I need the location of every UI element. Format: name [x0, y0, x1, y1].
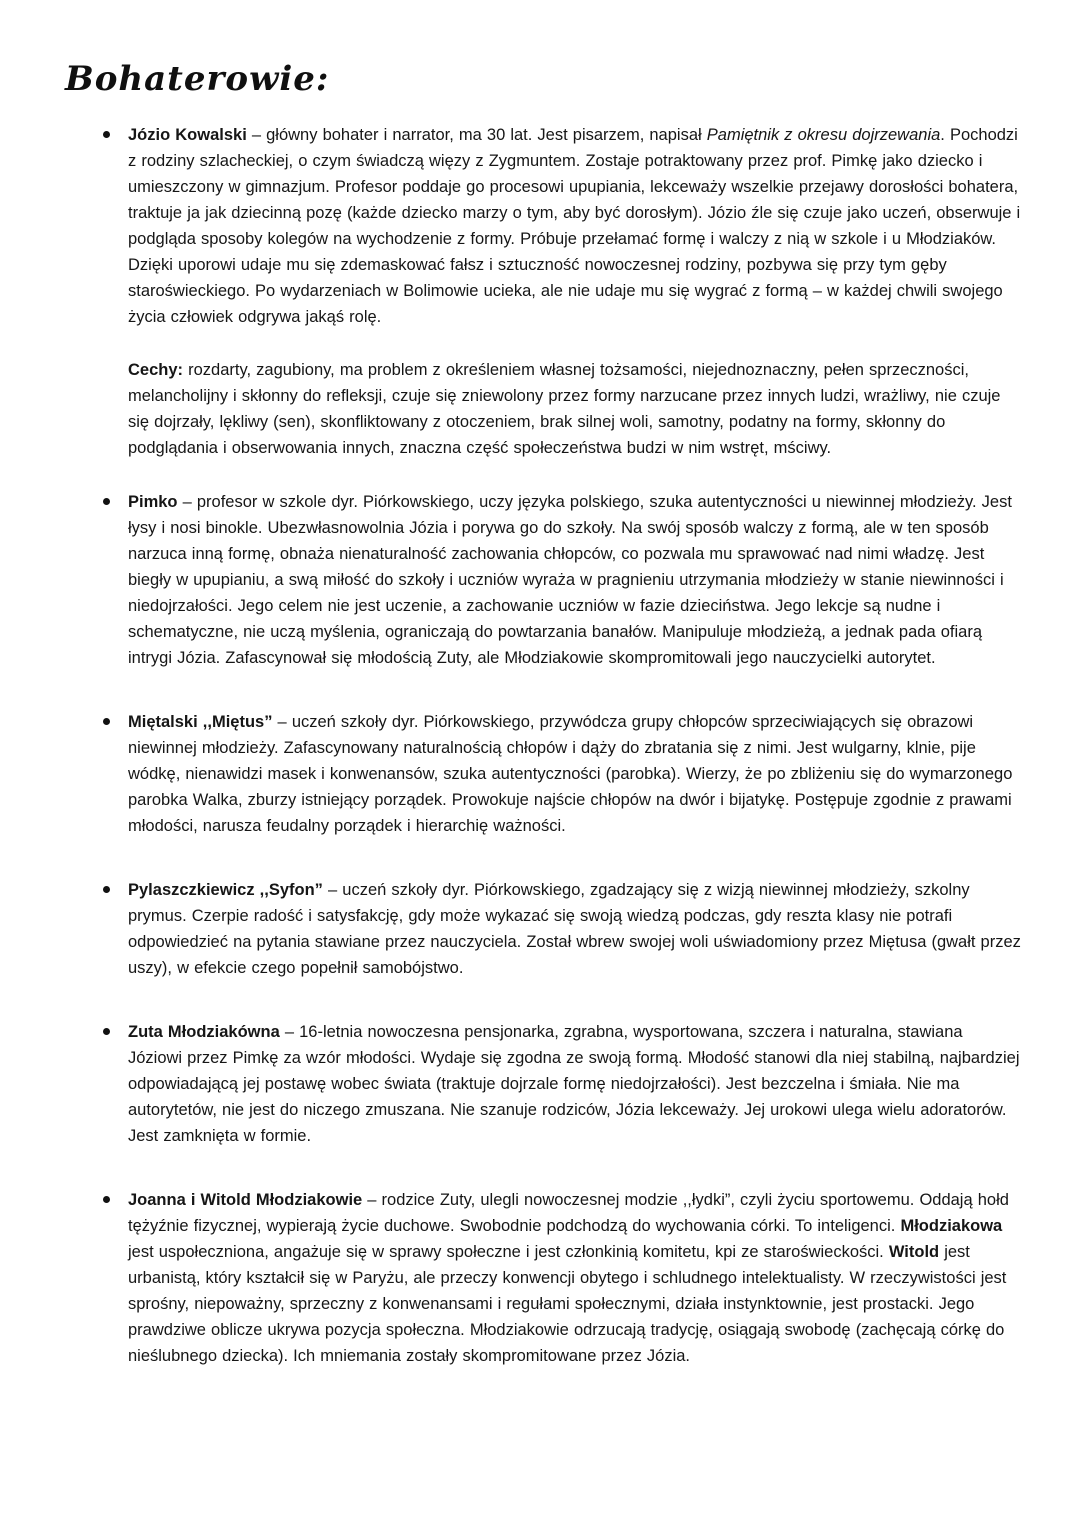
bullet-icon	[103, 1028, 110, 1035]
bullet-icon	[103, 718, 110, 725]
bullet-icon	[103, 498, 110, 505]
paragraph-jozio-kowalski: Józio Kowalski – główny bohater i narrator, ma 30 lat. Jest pisarzem, napisał Pamiętnik z okresu dojrzewania. Pochodzi z rodziny szlacheckiej, o czym świadczą więzy z Zygmuntem. Zostaje potraktowany przez prof. Pimkę jako dziecko i umieszczony w gimnazjum. Profesor poddaje go procesowi upupiania, lekceważy wszelkie przejawy dorosłości bohatera, traktuje ja jak dziecinną pozę (każde dziecko marzy o tym, aby być dorosłym). Józio źle się czuje jako uczeń, obserwuje i podgląda sposoby kolegów na wychodzenie z formy. Próbuje przełamać formę i walczy z nią w szkole i u Młodziaków. Dzięki uporowi udaje mu się zdemaskować fałsz i sztuczność nowoczesnej rodziny, pozbywa się przy tym gęby staroświeckiego. Po wydarzeniach w Bolimowie ucieka, ale nie udaje mu się wygrać z formą – w każdej chwili swojego życia człowiek odgrywa jakąś rolę.	[128, 126, 1021, 326]
bullet-icon	[103, 1196, 110, 1203]
paragraph-cechy: Cechy: rozdarty, zagubiony, ma problem z określeniem własnej tożsamości, niejednoznaczny, pełen sprzeczności, melancholijny i skłonny do refleksji, czuje się zniewolony przez formy narzucane przez innych ludzi, wrażliwy, nie czuje się dojrzały, lękliwy (sen), skonfliktowany z otoczeniem, brak silnej woli, samotny, podatny na formy, skłonny do podglądania i obserwowania innych, znaczna część społeczeństwa budzi w nim wstręt, mściwy.	[128, 361, 1001, 457]
paragraph-zuta-mlodziakowna: Zuta Młodziakówna – 16-letnia nowoczesna pensjonarka, zgrabna, wysportowana, szczera i naturalna, stawiana Józiowi przez Pimkę za wzór młodości. Wydaje się zgodna ze swoją formą. Młodość stanowi dla niej stabilną, najbardziej odpowiadającą jej postawę wobec świata (traktuje dojrzale formę niedojrzałości). Jest bezczelna i śmiała. Nie ma autorytetów, nie jest do niczego zmuszana. Nie szanuje rodziców, Józia lekceważy. Jej urokowi ulega wielu adoratorów. Jest zamknięta w formie.	[128, 1023, 1020, 1145]
paragraph-pimko: Pimko – profesor w szkole dyr. Piórkowskiego, uczy języka polskiego, szuka autentyczności u niewinnej młodzieży. Jest łysy i nosi binokle. Ubezwłasnowolnia Józia i porywa go do szkoły. Na swój sposób walczy z formą, ale w ten sposób narzuca inną formę, obnaża nienaturalność zachowania chłopców, co pozwala mu sprawować nad nimi władzę. Jest biegły w upupianiu, a swą miłość do szkoły i uczniów wyraża w pragnieniu utrzymania młodzieży w stanie niewinności i niedojrzałości. Jego celem nie jest uczenie, a zachowanie uczniów w fazie dzieciństwa. Jego lekcje są nudne i schematyczne, nie uczą myślenia, ograniczają do powtarzania banałów. Manipuluje młodzieżą, a jednak pada ofiarą intrygi Józia. Zafascynował się młodością Zuty, ale Młodziakowie skompromitowali jego nauczycielki autorytet.	[128, 493, 1012, 667]
list-item-mietalski-mietus	[128, 709, 1021, 839]
list-item-zuta-mlodziakowna	[128, 1019, 1021, 1149]
paragraph-mlodziakowie: Joanna i Witold Młodziakowie – rodzice Zuty, ulegli nowoczesnej modzie ,,łydki”, czyli życiu sportowemu. Oddają hołd tężyźnie fizycznej, wypierają życie duchowe. Swobodnie podchodzą do wychowania córki. To inteligenci. Młodziakowa jest uspołeczniona, angażuje się w sprawy społeczne i jest członkinią komitetu, kpi ze staroświeckości. Witold jest urbanistą, który kształcił się w Paryżu, ale przeczy konwencji obytego i schludnego intelektualisty. W rzeczywistości jest sprośny, niepoważny, sprzeczny z konwenansami i regułami społecznymi, działa instynktownie, jest prostacki. Jego prawdziwe oblicze ukrywa pozycja społeczna. Młodziakowie odrzucają tradycję, osiągają swobodę (zachęcają córkę do nieślubnego dziecka). Ich mniemania zostały skompromitowane przez Józia.	[128, 1191, 1009, 1365]
bullet-icon	[103, 131, 110, 138]
list-item-jozio-kowalski	[128, 122, 1021, 330]
paragraph-mietalski-mietus: Miętalski ,,Miętus” – uczeń szkoły dyr. Piórkowskiego, przywódcza grupy chłopców sprzeciwiających się obrazowi niewinnej młodzieży. Zafascynowany naturalnością chłopów i dąży do zbratania się z nimi. Jest wulgarny, klnie, pije wódkę, nienawidzi masek i konwenansów, szuka autentyczności (parobka). Wierzy, że po zbliżeniu się do wymarzonego parobka Walka, zburzy istniejący porządek. Prowokuje najście chłopów na dwór i bijatykę. Postępuje zgodnie z prawami młodości, narusza feudalny porządek i hierarchię ważności.	[128, 713, 1013, 835]
bullet-icon	[103, 886, 110, 893]
list-item-pimko	[128, 489, 1021, 671]
page-title: Bohaterowie:	[65, 59, 330, 99]
character-list	[65, 122, 1022, 1369]
paragraph-pylaszczkiewicz-syfon: Pylaszczkiewicz ,,Syfon” – uczeń szkoły dyr. Piórkowskiego, zgadzający się z wizją niewinnej młodzieży, szkolny prymus. Czerpie radość i satysfakcję, gdy może wykazać się swoją wiedzą podczas, gdy reszta klasy nie potrafi odpowiedzieć na pytania stawiane przez nauczyciela. Został wbrew swojej woli uświadomiony przez Miętusa (gwałt przez uszy), w efekcie czego popełnił samobójstwo.	[128, 881, 1021, 977]
list-item-mlodziakowie	[128, 1187, 1021, 1369]
list-item-cechy	[128, 357, 1021, 461]
list-item-pylaszczkiewicz-syfon	[128, 877, 1021, 981]
